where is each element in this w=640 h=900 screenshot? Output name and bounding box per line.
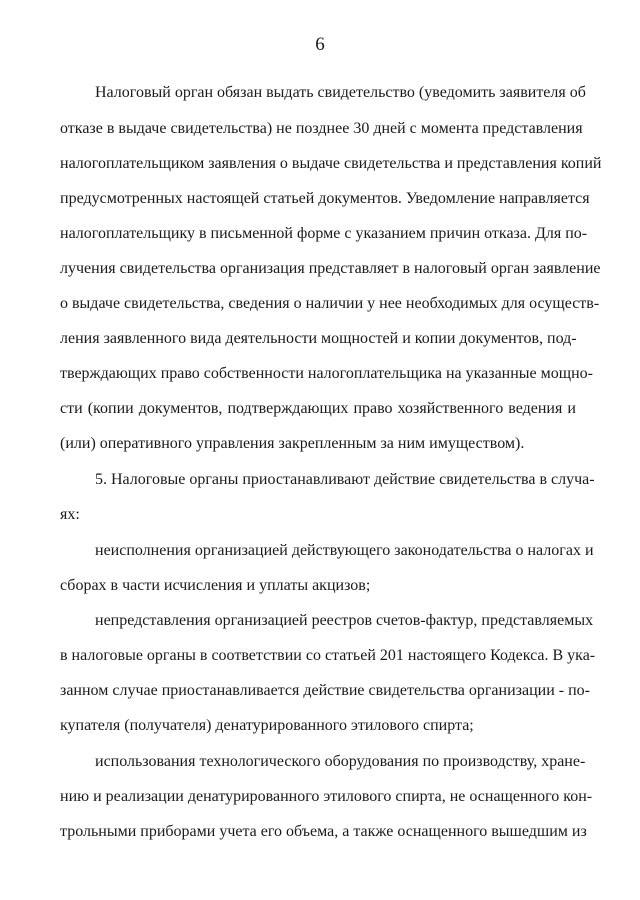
text-line: Налоговый орган обязан выдать свидетельство (уведомить заявителя об (95, 84, 586, 101)
text-line: о выдаче свидетельства, сведения о наличии у нее необходимых для осуществ- (60, 295, 600, 312)
page-number: 6 (315, 34, 325, 55)
case-line: купателя (получателя) денатурированного этилового спирта; (60, 717, 474, 734)
text-line: предусмотренных настоящей статьей документов. Уведомление направляется (60, 190, 590, 207)
case-line: трольными приборами учета его объема, а также оснащенного вышедшим из (60, 823, 587, 840)
text-line: отказе в выдаче свидетельства) не позднее 30 дней с момента представления (60, 120, 583, 137)
case-line: непредставления организацией реестров счетов-фактур, представляемых (95, 612, 594, 629)
text-line: налогоплательщиком заявления о выдаче свидетельства и представления копий (60, 155, 602, 172)
text-line: сти (копии документов, подтверждающих право хозяйственного ведения и (60, 400, 576, 417)
case-line: нию и реализации денатурированного этилового спирта, не оснащенного кон- (60, 788, 593, 805)
case-line: неисполнения организацией действующего законодательства о налогах и (95, 542, 594, 559)
text-line: (или) оперативного управления закрепленным за ним имуществом). (60, 435, 525, 452)
text-line: ления заявленного вида деятельности мощностей и копии документов, под- (60, 330, 577, 347)
text-line: налогоплательщику в письменной форме с указанием причин отказа. Для по- (60, 225, 588, 242)
clause-5-line: 5. Налоговые органы приостанавливают действие свидетельства в случа- (95, 471, 595, 488)
case-line: в налоговые органы в соответствии со статьей 201 настоящего Кодекса. В ука- (60, 647, 596, 664)
case-line: сборах в части исчисления и уплаты акцизов; (60, 577, 371, 594)
text-line: лучения свидетельства организация представляет в налоговый орган заявление (60, 260, 601, 277)
case-line: использования технологического оборудования по производству, хране- (95, 753, 586, 770)
text-line: тверждающих право собственности налогоплательщика на указанные мощно- (60, 365, 593, 382)
clause-5-line: ях: (60, 506, 80, 523)
case-line: занном случае приостанавливается действие свидетельства организации - по- (60, 682, 590, 699)
